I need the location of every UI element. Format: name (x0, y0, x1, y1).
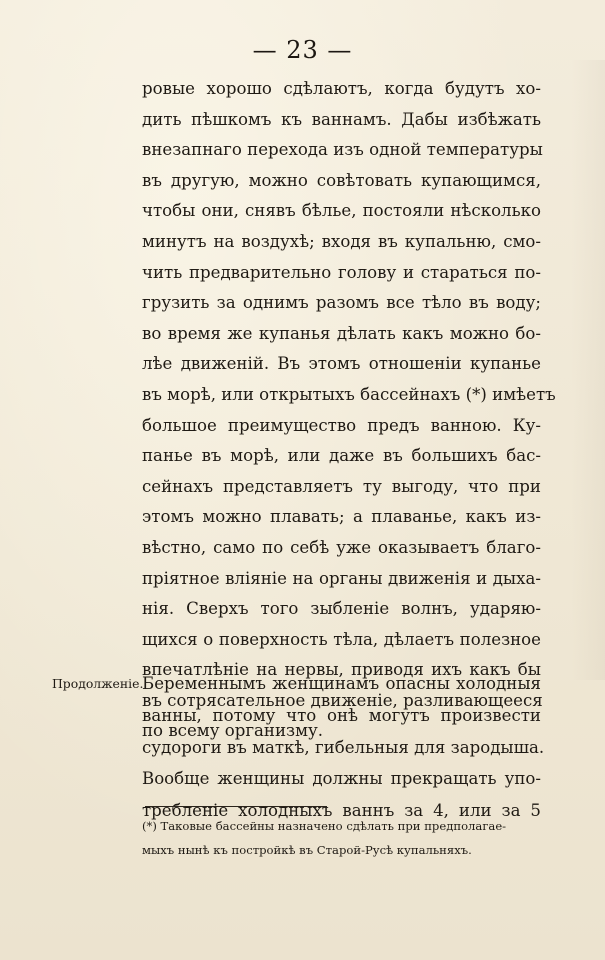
text-line: въ морѣ, или открытыхъ бассейнахъ (*) имѣетъ (142, 384, 556, 404)
text-line: впечатлѣніе на нервы, приводя ихъ какъ бы (142, 660, 541, 680)
text-line: этомъ можно плавать; а плаванье, какъ из- (142, 507, 541, 527)
text-line: лѣе движеній. Въ этомъ отношеніи купанье (142, 354, 541, 374)
text-line: дить пѣшкомъ къ ваннамъ. Дабы избѣжать (142, 109, 541, 129)
text-line: минутъ на воздухѣ; входя въ купальню, смо- (142, 231, 541, 251)
text-line: грузить за однимъ разомъ все тѣло въ воду; (142, 293, 541, 313)
text-line: нія. Сверхъ того зыбленіе волнъ, ударяю- (142, 599, 541, 619)
text-line: Беременнымъ женщинамъ опасны холодныя (142, 674, 541, 693)
text-line: вѣстно, само по себѣ уже оказываетъ благо- (142, 537, 541, 557)
text-line: требленіе холодныхъ ваннъ за 4, или за 5 (142, 801, 541, 821)
footnote-rule (145, 806, 327, 807)
text-line: панье въ морѣ, или даже въ большихъ бас- (142, 446, 541, 466)
text-line: ванны, потому что онѣ могутъ произвести (142, 705, 541, 725)
text-line: въ сотрясательное движеніе, разливающееся (142, 690, 543, 710)
footnote (142, 814, 541, 862)
footnote-line: мыхъ нынѣ къ постройкѣ въ Старой-Русѣ купальняхъ. (142, 843, 472, 857)
text-line: чтобы они, снявъ бѣлье, постояли нѣсколько (142, 201, 541, 221)
text-line: чить предварительно голову и стараться по- (142, 262, 541, 282)
text-line: судороги въ маткѣ, гибельныя для зародыша. (142, 737, 545, 757)
text-line: во время же купанья дѣлать какъ можно бо- (142, 323, 541, 343)
margin-note: Продолженіе. (52, 676, 144, 691)
paragraph-2 (142, 668, 545, 827)
text-line: пріятное вліяніе на органы движенія и дыха- (142, 568, 541, 588)
text-line: внезапнаго перехода изъ одной температуры (142, 140, 543, 160)
text-line: сейнахъ представляетъ ту выгоду, что при (142, 476, 541, 496)
page-edge-shadow (571, 60, 605, 680)
footnote-line: (*) Таковые бассейны назначено сдѣлать при предполагае- (142, 819, 507, 833)
text-line: по всему организму. (142, 721, 324, 741)
text-line: большое преимущество предъ ванною. Ку- (142, 415, 541, 435)
text-line: въ другую, можно совѣтовать купающимся, (142, 170, 541, 190)
text-line: ровые хорошо сдѣлаютъ, когда будутъ хо- (142, 79, 541, 98)
page-number: — 23 — (252, 36, 353, 64)
text-line: Вообще женщины должны прекращать упо- (142, 769, 541, 789)
text-line: щихся о поверхность тѣла, дѣлаетъ полезное (142, 629, 541, 649)
